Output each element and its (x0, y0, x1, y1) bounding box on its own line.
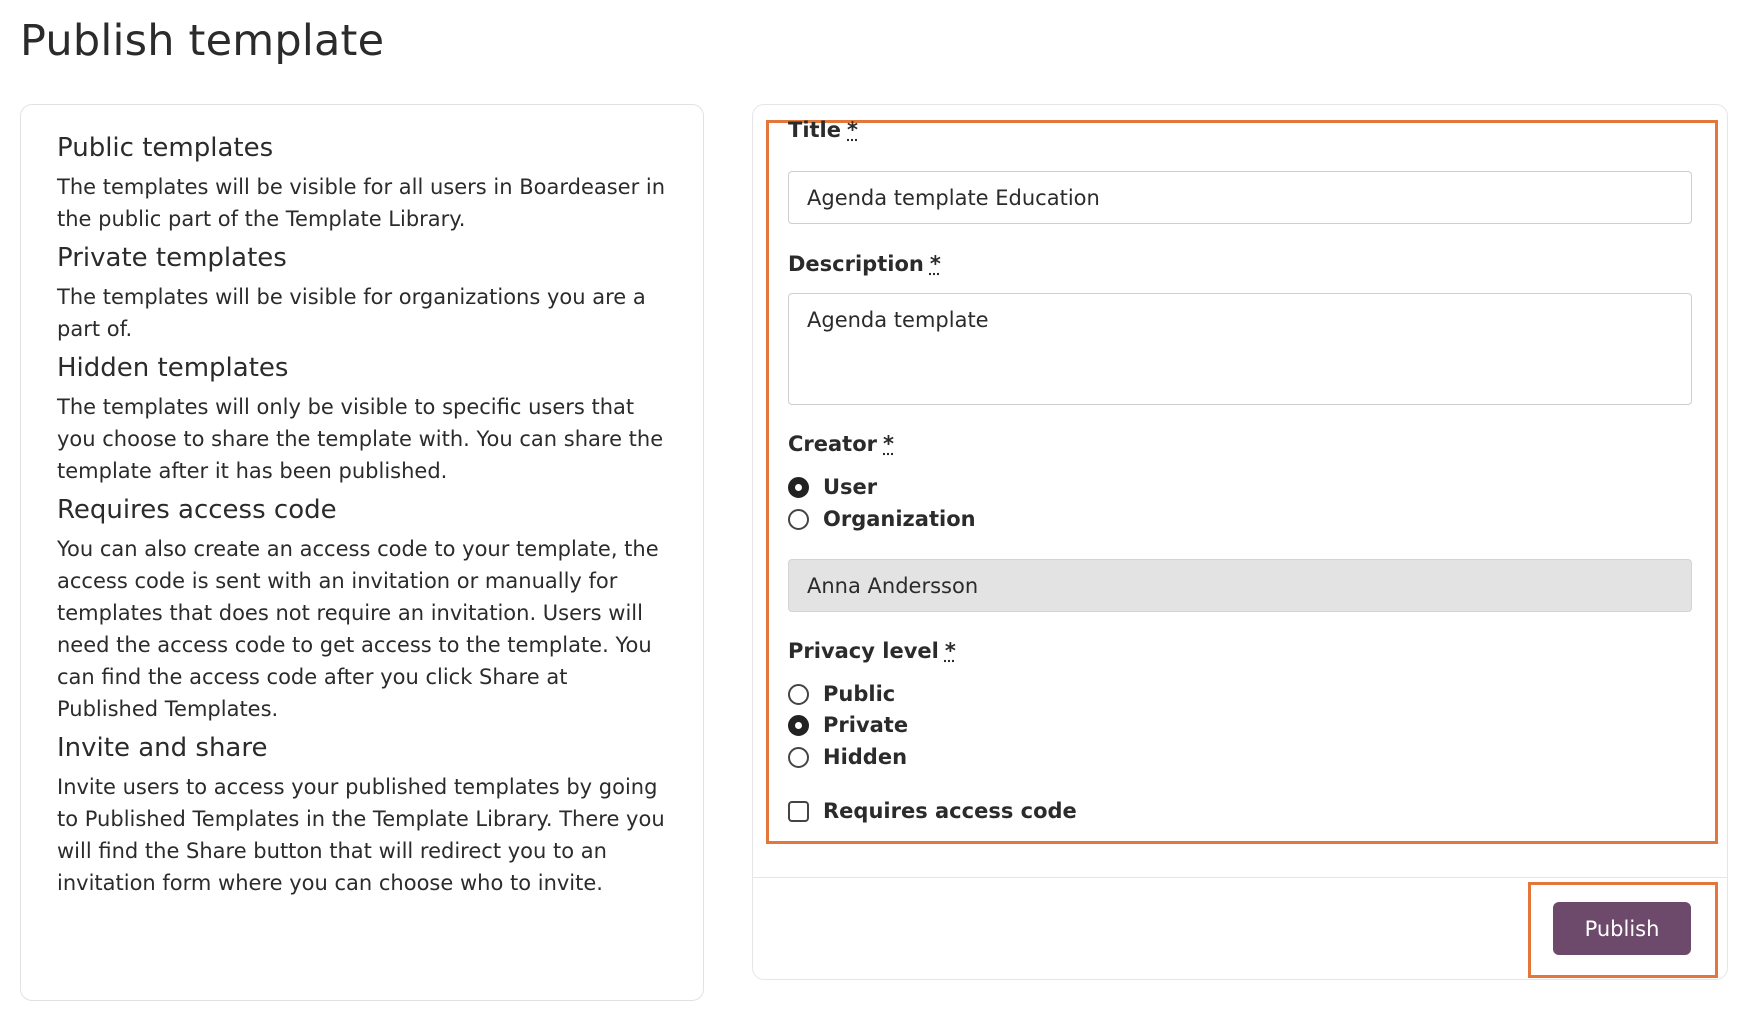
creator-option-organization-label: Organization (823, 507, 976, 531)
title-label: Title * (788, 118, 858, 142)
description-label: Description * (788, 252, 941, 276)
page-title: Publish template (20, 16, 385, 66)
privacy-option-public-label: Public (823, 682, 896, 706)
info-text-private: The templates will be visible for organizations you are a part of. (57, 285, 646, 341)
access-code-checkbox[interactable] (788, 801, 809, 822)
radio-user[interactable] (788, 477, 809, 498)
info-heading-public: Public templates (57, 133, 274, 163)
privacy-option-public[interactable] (788, 682, 895, 706)
radio-private[interactable] (788, 715, 809, 736)
info-heading-hidden: Hidden templates (57, 353, 289, 383)
access-code-label: Requires access code (823, 799, 1077, 823)
required-mark: * (883, 432, 894, 456)
info-text-hidden: The templates will only be visible to specific users that you choose to share the template with. You can share the template after it has been published. (57, 395, 664, 483)
info-heading-access-code: Requires access code (57, 495, 337, 525)
form-footer-divider (753, 877, 1727, 878)
privacy-option-hidden-label: Hidden (823, 745, 908, 769)
info-panel (20, 104, 704, 1001)
description-textarea[interactable]: Agenda template (788, 293, 1692, 405)
privacy-option-private-label: Private (823, 713, 909, 737)
creator-option-user-label: User (823, 475, 878, 499)
info-text-public: The templates will be visible for all users in Boardeaser in the public part of the Template Library. (57, 175, 666, 231)
creator-option-organization[interactable] (788, 507, 976, 531)
form-highlight-box (766, 120, 1718, 844)
publish-button[interactable]: Publish (1553, 902, 1691, 955)
requires-access-code-option[interactable] (788, 799, 1077, 823)
title-input[interactable] (788, 171, 1692, 224)
info-heading-invite: Invite and share (57, 733, 268, 763)
privacy-option-hidden[interactable] (788, 745, 907, 769)
radio-hidden[interactable] (788, 747, 809, 768)
required-mark: * (944, 639, 956, 663)
radio-organization[interactable] (788, 509, 809, 530)
privacy-option-private[interactable] (788, 713, 908, 737)
info-heading-private: Private templates (57, 243, 287, 273)
privacy-level-label: Privacy level * (788, 639, 956, 663)
required-mark: * (847, 118, 858, 142)
required-mark: * (929, 252, 941, 276)
radio-public[interactable] (788, 684, 809, 705)
info-text-invite: Invite users to access your published templates by going to Published Templates in the Template Library. There you will find the Share button that will redirect you to an invitation form where you can choose who to invite. (57, 775, 665, 895)
info-text-access-code: You can also create an access code to your template, the access code is sent with an invitation or manually for templates that does not require an invitation. Users will need the access code to get access to the template. You can find the access code after you click Share at Published Templates. (57, 537, 659, 721)
creator-option-user[interactable] (788, 475, 877, 499)
creator-name-field (788, 559, 1692, 612)
creator-label: Creator * (788, 432, 894, 456)
